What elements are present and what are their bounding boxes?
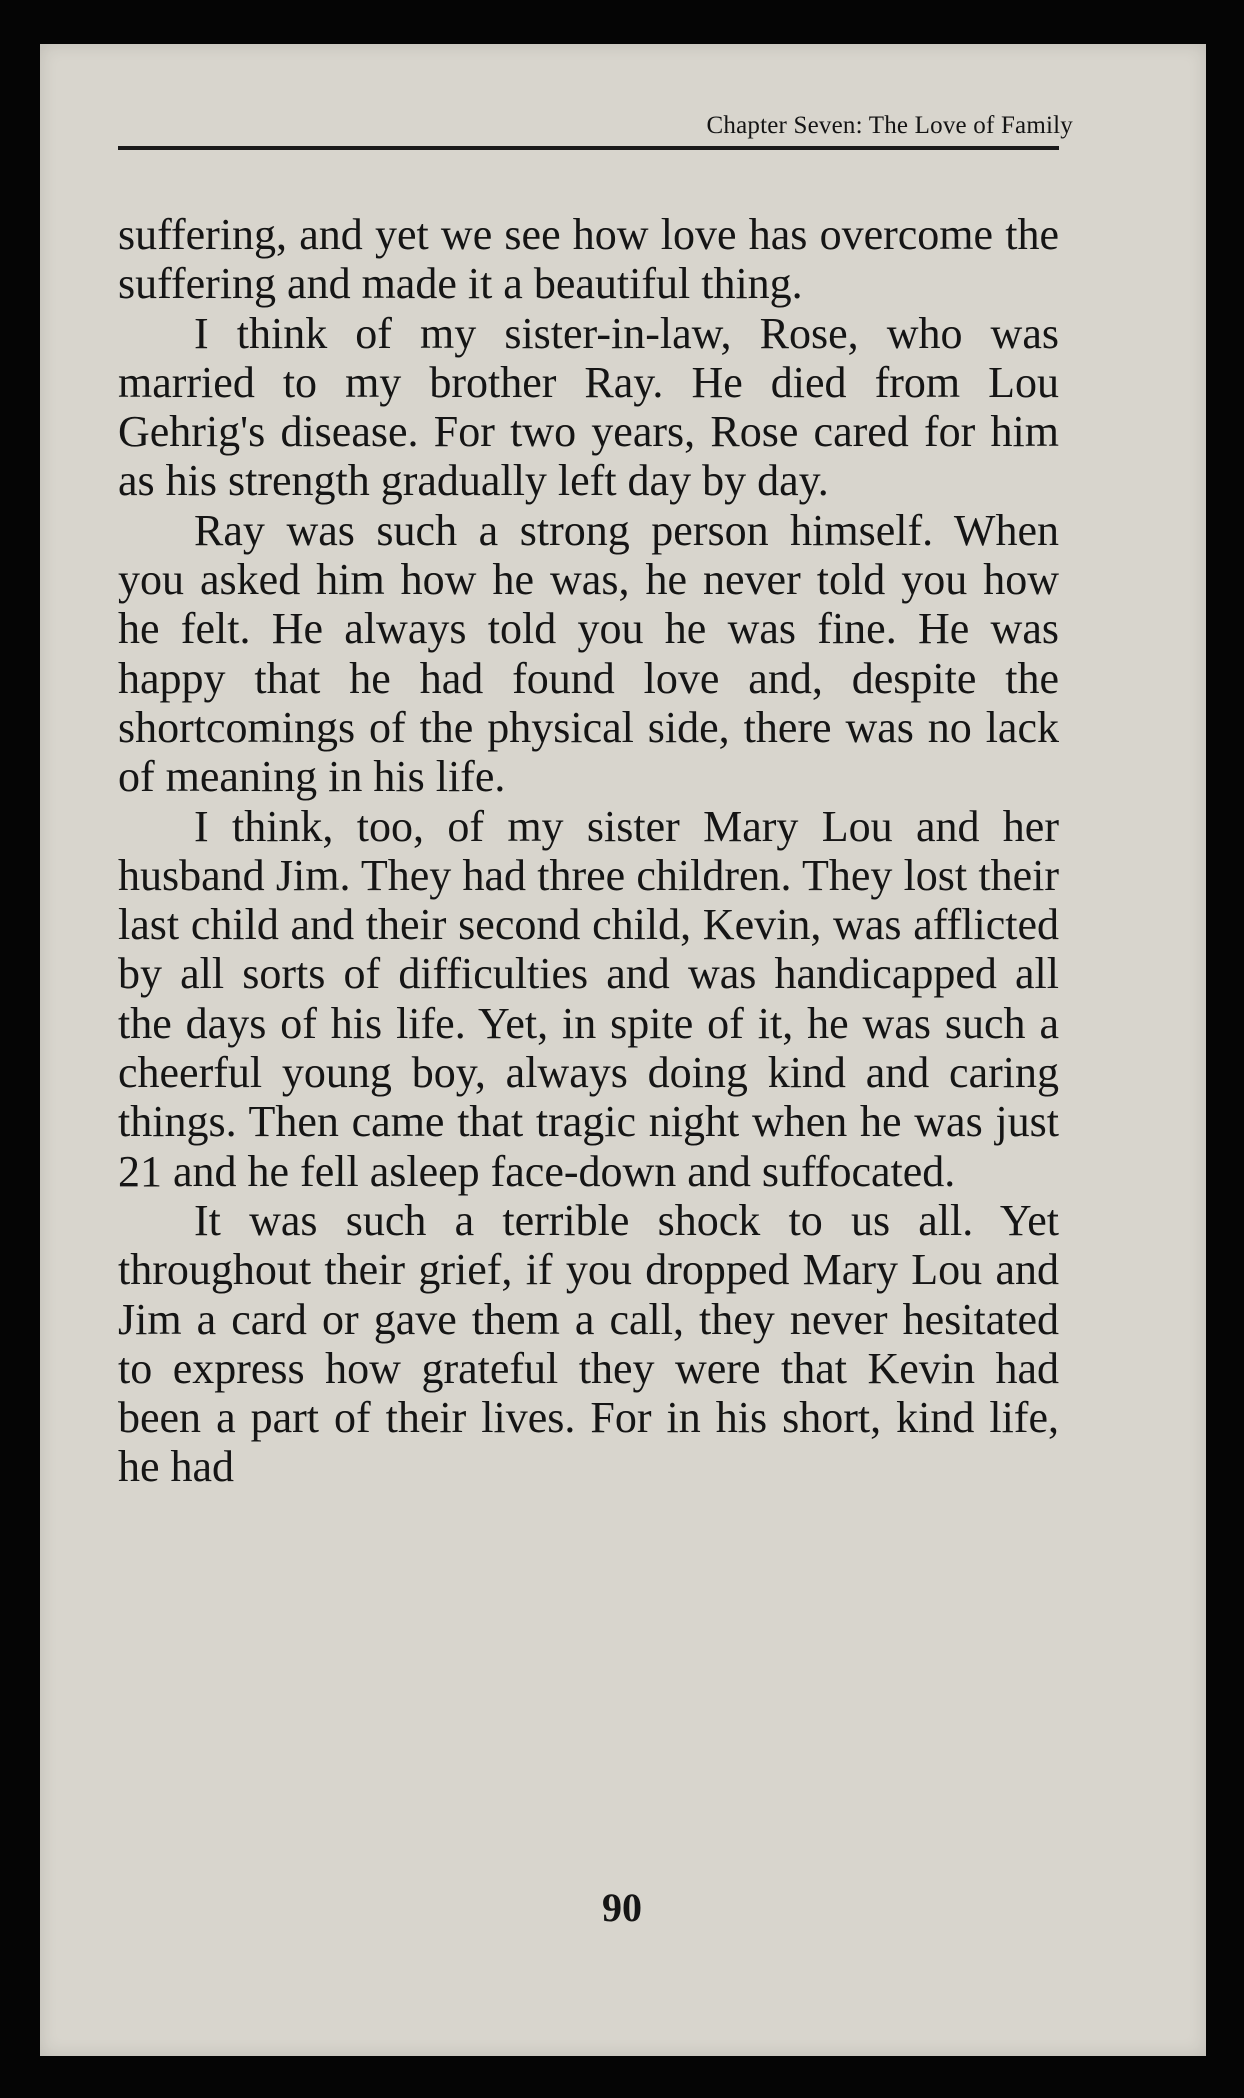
header-rule	[118, 146, 1059, 150]
paragraph-3: Ray was such a strong person himself. When you asked him how he was, he never told you how he felt. He always told you he was fine. He was happy that he had found love and, despite the shortcomings of the physical side, there was no lack of meaning in his life.	[118, 505, 1059, 802]
paragraph-4: I think, too, of my sister Mary Lou and her husband Jim. They had three children. They lost their last child and their second child, Kevin, was afflicted by all sorts of difficulties and was handicapped all the days of his life. Yet, in spite of it, he was such a cheerful young boy, always doing kind and caring things. Then came that tragic night when he was just 21 and he fell asleep face-down and suffocated.	[118, 801, 1059, 1196]
paragraph-5: It was such a terrible shock to us all. Yet throughout their grief, if you dropped Mary Lou and Jim a card or gave them a call, they never hesitated to express how grateful they were that Kevin had been a part of their lives. For in his short, kind life, he had	[118, 1195, 1059, 1492]
body-text	[118, 210, 1059, 1492]
running-head: Chapter Seven: The Love of Family	[706, 112, 1073, 139]
paragraph-2: I think of my sister-in-law, Rose, who was married to my brother Ray. He died from Lou Gehrig's disease. For two years, Rose cared for him as his strength gradually left day by day.	[118, 308, 1059, 506]
paragraph-1: suffering, and yet we see how love has overcome the suffering and made it a beautiful thing.	[118, 210, 1059, 309]
page-number: 90	[602, 1885, 642, 1930]
